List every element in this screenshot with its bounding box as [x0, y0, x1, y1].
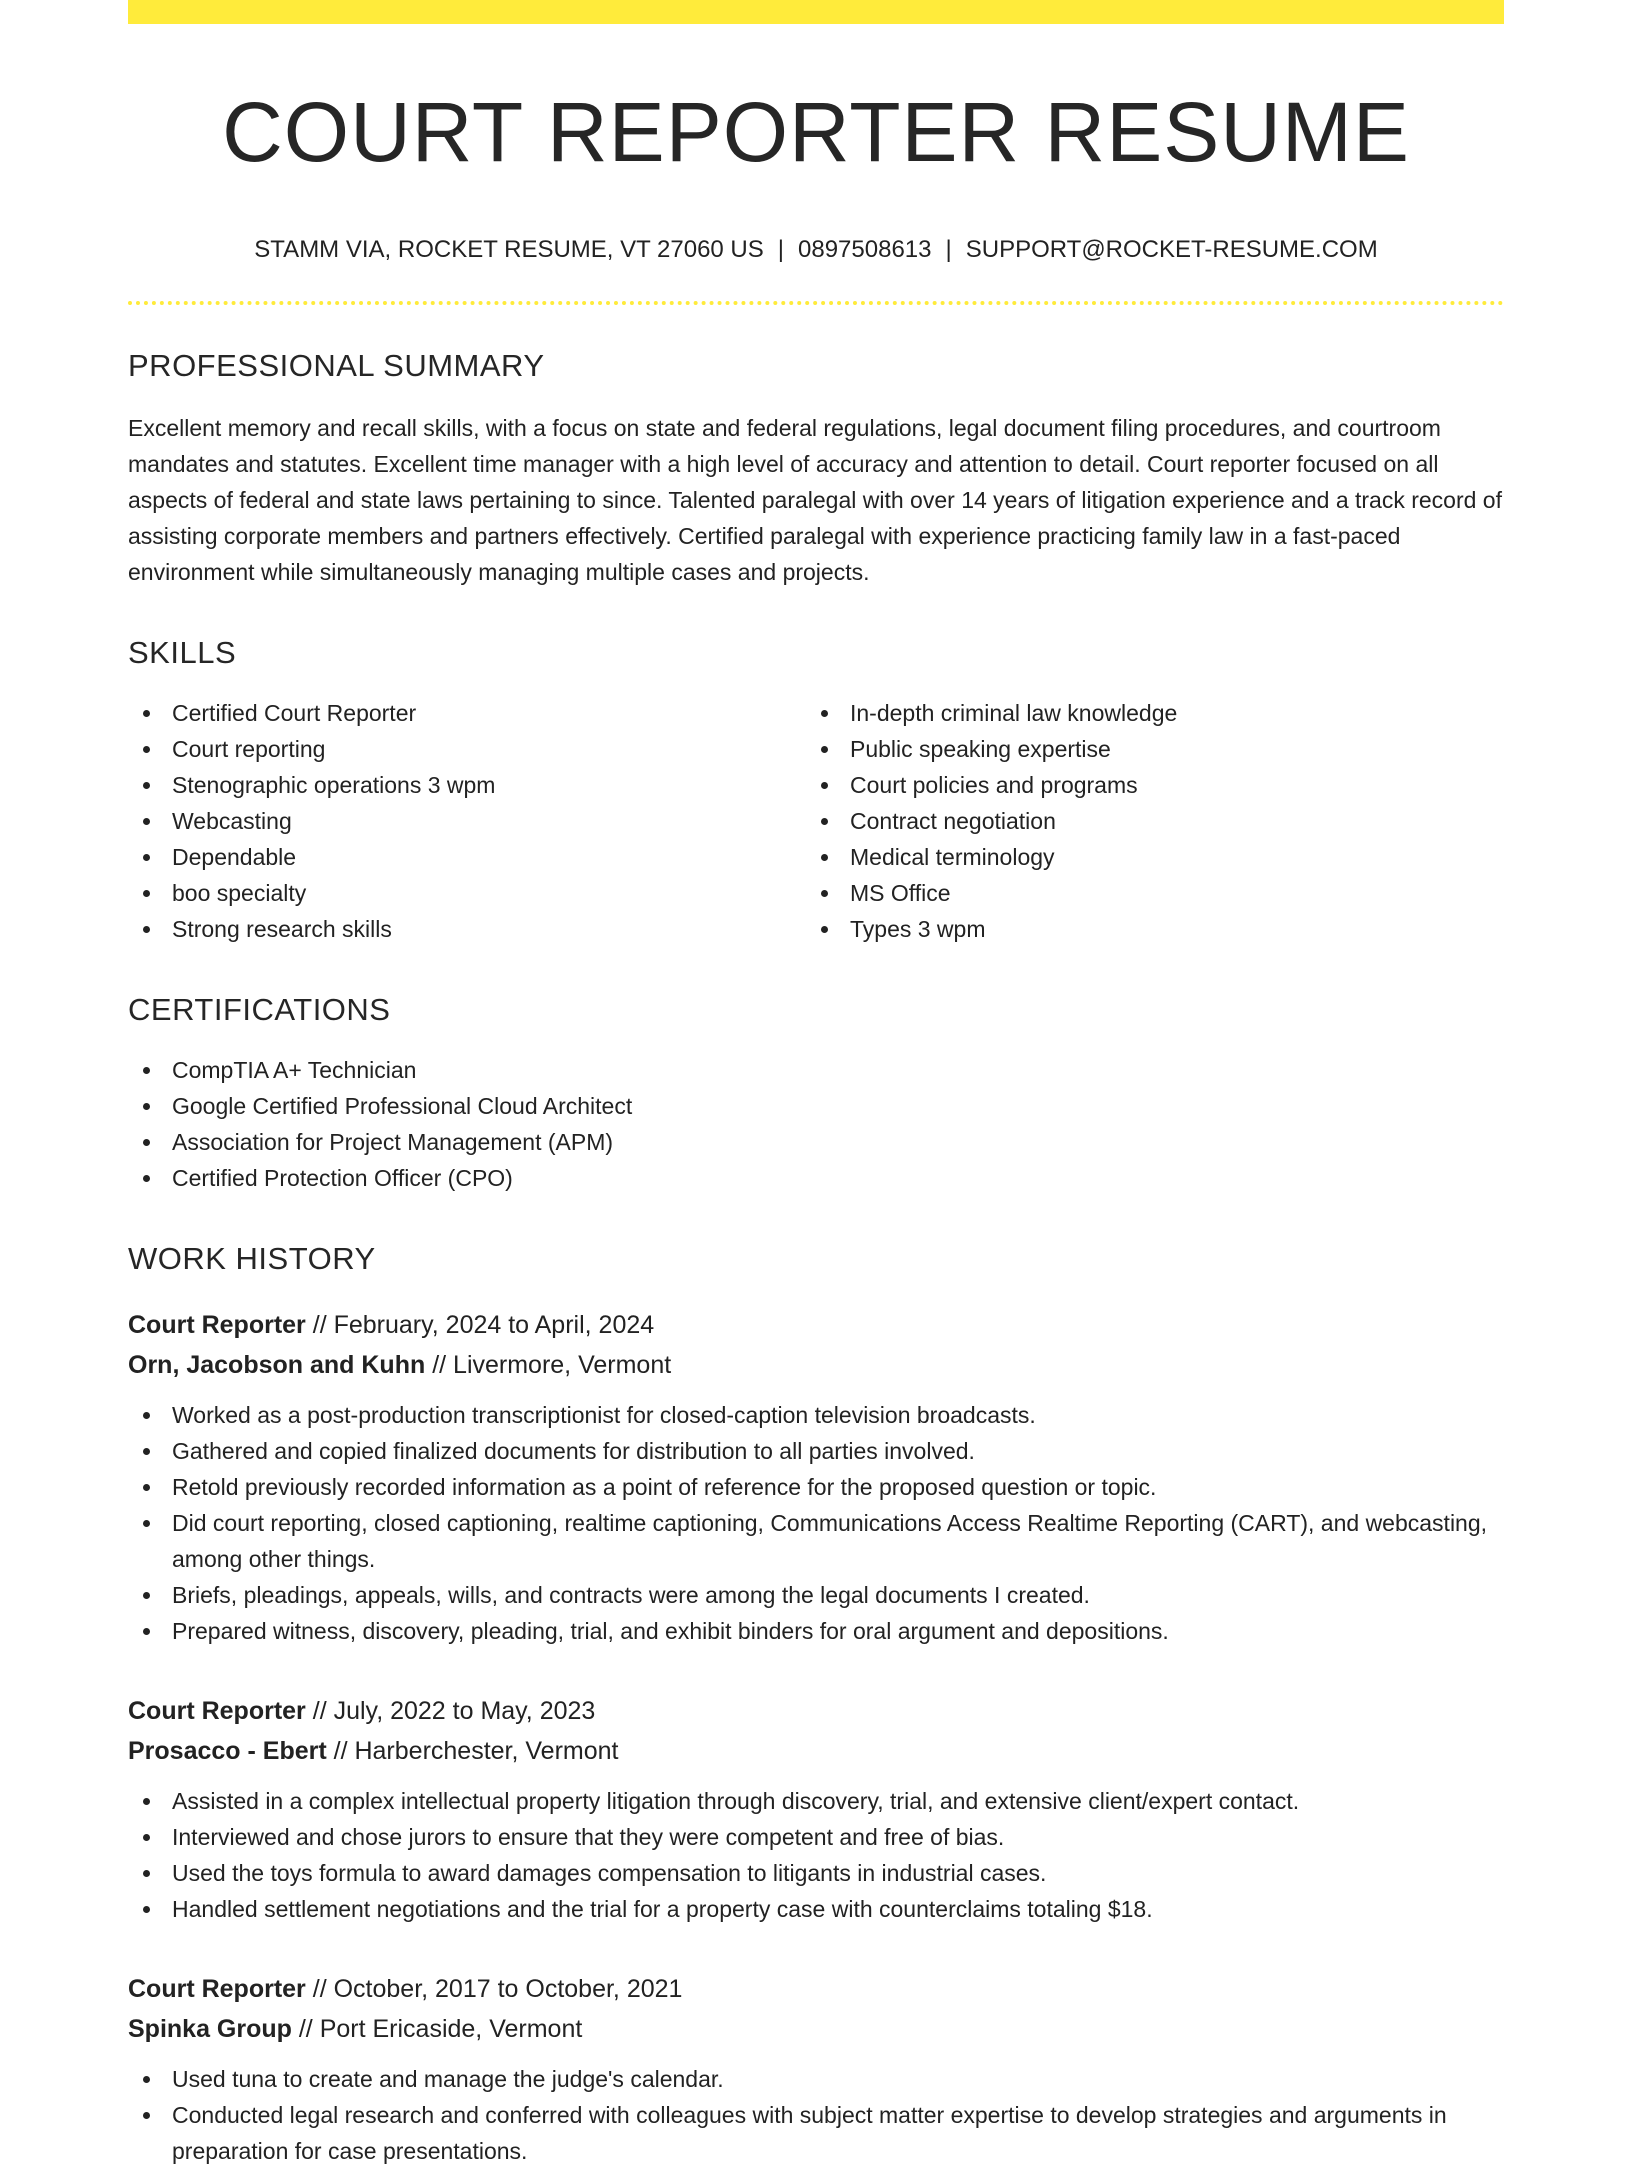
job-bullets — [128, 2061, 1504, 2169]
job-bullet: Gathered and copied finalized documents for distribution to all parties involved. — [128, 1433, 1504, 1469]
summary-heading: PROFESSIONAL SUMMARY — [128, 348, 545, 384]
skill-item: Dependable — [128, 839, 806, 875]
job-bullet: Handled settlement negotiations and the trial for a property case with counterclaims totaling $18. — [128, 1891, 1504, 1927]
skill-item: Contract negotiation — [806, 803, 1484, 839]
skill-item: Certified Court Reporter — [128, 695, 806, 731]
job-company: Spinka Group — [128, 2014, 292, 2043]
job-dates: // February, 2024 to April, 2024 — [312, 1310, 655, 1339]
certification-item: Google Certified Professional Cloud Architect — [128, 1088, 1504, 1124]
skill-item: MS Office — [806, 875, 1484, 911]
dotted-divider — [128, 301, 1504, 305]
job-company-line — [128, 1345, 1504, 1385]
certification-item: CompTIA A+ Technician — [128, 1052, 1504, 1088]
job-bullet: Did court reporting, closed captioning, realtime captioning, Communications Access Realtime Reporting (CART), and webcasting, among other things. — [128, 1505, 1504, 1577]
skill-item: Court reporting — [128, 731, 806, 767]
skill-item: Strong research skills — [128, 911, 806, 947]
job-dates: // July, 2022 to May, 2023 — [312, 1696, 596, 1725]
job-company-line — [128, 1731, 1504, 1771]
resume-title: COURT REPORTER RESUME — [222, 85, 1410, 179]
job-dates: // October, 2017 to October, 2021 — [312, 1974, 683, 2003]
job-bullet: Retold previously recorded information as a point of reference for the proposed question or topic. — [128, 1469, 1504, 1505]
job-location: // Port Ericaside, Vermont — [298, 2014, 583, 2043]
skills-heading: SKILLS — [128, 635, 237, 671]
skill-item: Court policies and programs — [806, 767, 1484, 803]
job-bullet: Used the toys formula to award damages compensation to litigants in industrial cases. — [128, 1855, 1504, 1891]
job-entry — [128, 1969, 1504, 2169]
job-title-line — [128, 1305, 1504, 1345]
resume-page — [128, 0, 1504, 2169]
job-company: Prosacco - Ebert — [128, 1736, 327, 1765]
skill-item: In-depth criminal law knowledge — [806, 695, 1484, 731]
skills-list-left — [128, 695, 806, 947]
contact-separator: | — [777, 236, 785, 264]
skill-item: Public speaking expertise — [806, 731, 1484, 767]
job-entry — [128, 1691, 1504, 1927]
contact-email: SUPPORT@ROCKET-RESUME.COM — [965, 236, 1378, 264]
work-history-heading: WORK HISTORY — [128, 1241, 376, 1277]
job-title: Court Reporter — [128, 1310, 306, 1339]
contact-phone: 0897508613 — [798, 236, 932, 264]
skills-list-right — [806, 695, 1484, 947]
job-bullets — [128, 1397, 1504, 1649]
job-bullet: Prepared witness, discovery, pleading, trial, and exhibit binders for oral argument and depositions. — [128, 1613, 1504, 1649]
job-bullet: Briefs, pleadings, appeals, wills, and contracts were among the legal documents I created. — [128, 1577, 1504, 1613]
certification-item: Certified Protection Officer (CPO) — [128, 1160, 1504, 1196]
accent-top-bar — [128, 0, 1504, 24]
job-bullet: Interviewed and chose jurors to ensure that they were competent and free of bias. — [128, 1819, 1504, 1855]
contact-address: STAMM VIA, ROCKET RESUME, VT 27060 US — [254, 236, 764, 264]
certifications-list — [128, 1052, 1504, 1196]
certifications-heading: CERTIFICATIONS — [128, 992, 391, 1028]
job-bullet: Used tuna to create and manage the judge's calendar. — [128, 2061, 1504, 2097]
job-title: Court Reporter — [128, 1696, 306, 1725]
job-title-line — [128, 1969, 1504, 2009]
job-location: // Harberchester, Vermont — [333, 1736, 619, 1765]
job-company: Orn, Jacobson and Kuhn — [128, 1350, 426, 1379]
skill-item: boo specialty — [128, 875, 806, 911]
job-title: Court Reporter — [128, 1974, 306, 2003]
contact-separator: | — [945, 236, 952, 264]
summary-text: Excellent memory and recall skills, with a focus on state and federal regulations, legal document filing procedures, and courtroom mandates and statutes. Excellent time manager with a high level of accuracy and attention to detail. Court reporter focused on all aspects of federal and state laws pertaining to since. Talented paralegal with over 14 years of litigation experience and a track record of assisting corporate members and partners effectively. Certified paralegal with experience practicing family law in a fast-paced environment while simultaneously managing multiple cases and projects. — [128, 415, 1502, 586]
skills-grid — [128, 695, 1504, 947]
skill-item: Types 3 wpm — [806, 911, 1484, 947]
job-title-line — [128, 1691, 1504, 1731]
job-bullets — [128, 1783, 1504, 1927]
job-entry — [128, 1305, 1504, 1649]
skill-item: Stenographic operations 3 wpm — [128, 767, 806, 803]
skill-item: Medical terminology — [806, 839, 1484, 875]
skill-item: Webcasting — [128, 803, 806, 839]
contact-line — [128, 236, 1504, 265]
job-bullet: Conducted legal research and conferred with colleagues with subject matter expertise to develop strategies and arguments in preparation for case presentations. — [128, 2097, 1504, 2169]
job-location: // Livermore, Vermont — [432, 1350, 672, 1379]
job-bullet: Assisted in a complex intellectual property litigation through discovery, trial, and extensive client/expert contact. — [128, 1783, 1504, 1819]
job-company-line — [128, 2009, 1504, 2049]
certification-item: Association for Project Management (APM) — [128, 1124, 1504, 1160]
job-bullet: Worked as a post-production transcriptionist for closed-caption television broadcasts. — [128, 1397, 1504, 1433]
